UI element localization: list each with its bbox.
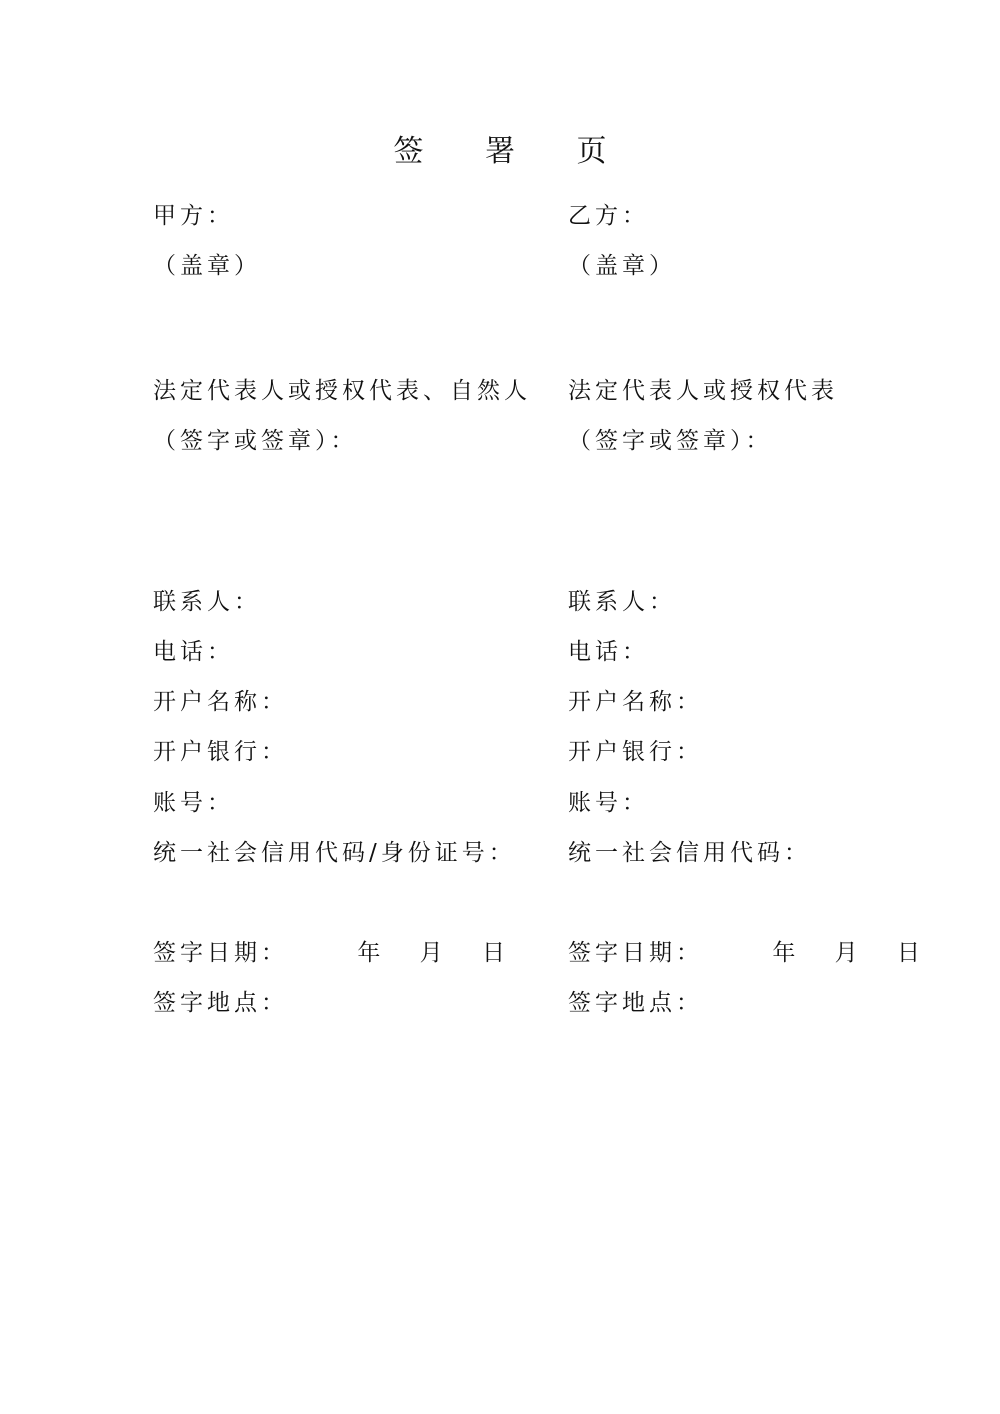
- party-a-bank: 开户银行：: [153, 739, 288, 765]
- party-a-contact: 联系人：: [153, 589, 261, 615]
- party-b-account-name: 开户名称：: [568, 689, 703, 715]
- party-b-account-no: 账号：: [568, 790, 649, 816]
- party-a-month: 月: [419, 940, 447, 966]
- party-b-sign-date: [568, 937, 924, 969]
- party-a-rep-line1: 法定代表人或授权代表、自然人: [153, 378, 531, 404]
- party-a-account-name: 开户名称：: [153, 689, 288, 715]
- party-a-year: 年: [357, 940, 385, 966]
- party-b-contact: 联系人：: [568, 589, 676, 615]
- party-b-label: 乙方：: [568, 203, 649, 229]
- party-b-day: 日: [896, 940, 924, 966]
- party-b-sign-date-label: 签字日期：: [568, 940, 703, 966]
- party-a-sign-date-label: 签字日期：: [153, 940, 288, 966]
- party-a-rep-line2: （签字或签章）：: [153, 428, 358, 454]
- party-a-seal: （盖章）: [153, 253, 261, 279]
- party-a-account-no: 账号：: [153, 790, 234, 816]
- page-title: 签 署 页: [393, 134, 633, 169]
- party-b-rep-line2: （签字或签章）：: [568, 428, 773, 454]
- party-b-bank: 开户银行：: [568, 739, 703, 765]
- party-a-phone: 电话：: [153, 639, 234, 665]
- party-a-label: 甲方：: [153, 203, 234, 229]
- party-a-credit-code: 统一社会信用代码/身份证号：: [153, 840, 516, 866]
- party-b-rep-line1: 法定代表人或授权代表: [568, 378, 838, 404]
- party-b-phone: 电话：: [568, 639, 649, 665]
- party-b-credit-code: 统一社会信用代码：: [568, 840, 811, 866]
- party-a-day: 日: [481, 940, 509, 966]
- party-b-seal: （盖章）: [568, 253, 676, 279]
- party-b-sign-place: 签字地点：: [568, 990, 703, 1016]
- party-a-sign-date: [153, 937, 509, 969]
- party-a-sign-place: 签字地点：: [153, 990, 288, 1016]
- party-b-month: 月: [834, 940, 862, 966]
- party-b-year: 年: [772, 940, 800, 966]
